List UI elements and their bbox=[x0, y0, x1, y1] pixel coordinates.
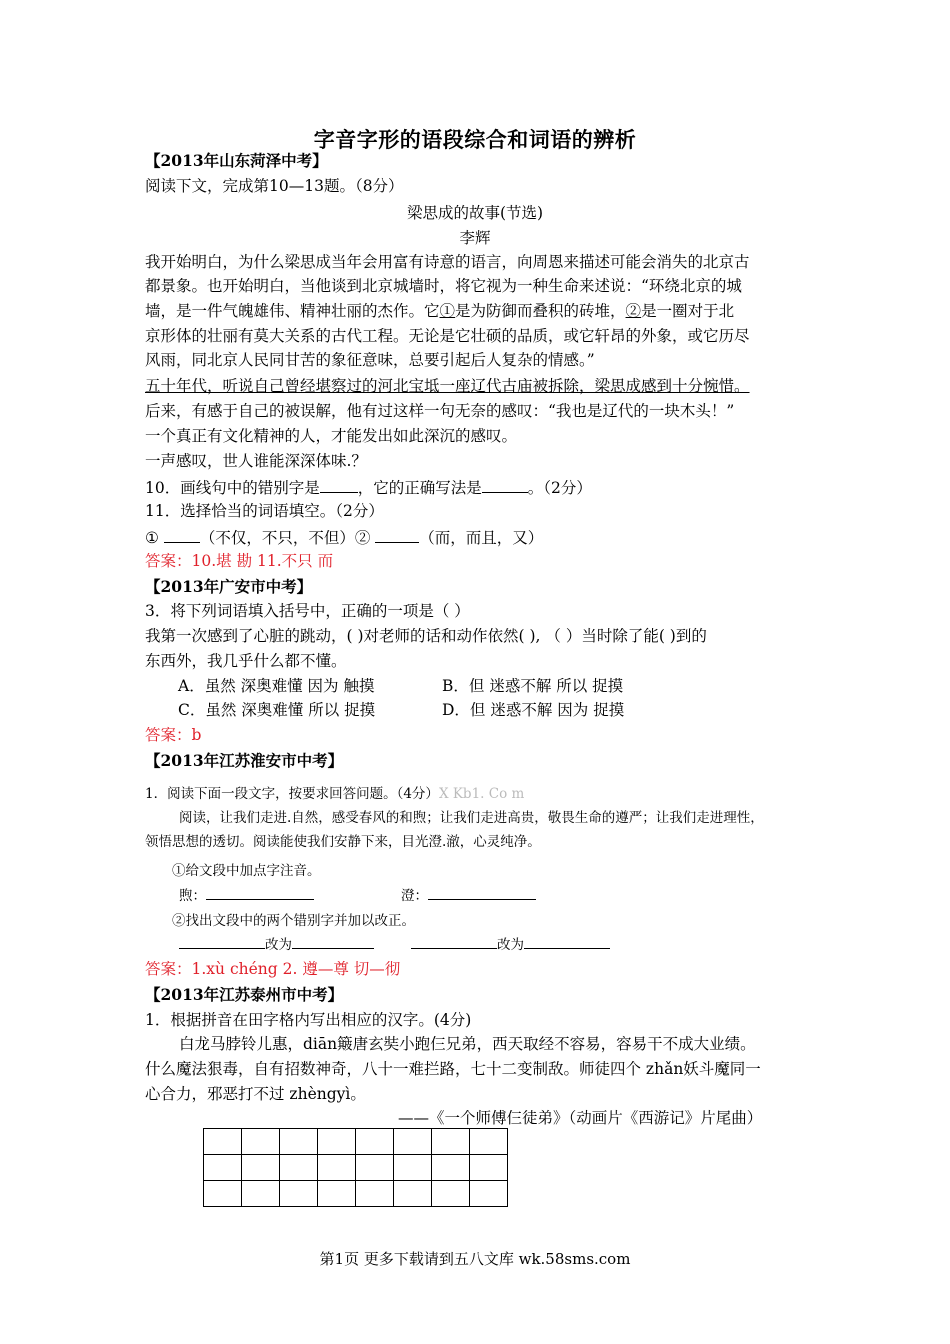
answer-blank[interactable] bbox=[482, 476, 528, 493]
question-text: ，它的正确写法是 bbox=[357, 479, 482, 497]
section-header-huaian: 【2013年江苏淮安市中考】 bbox=[145, 751, 344, 770]
grid-cell[interactable] bbox=[204, 1129, 242, 1155]
text-segment: 墙，是一件气魄雄伟、精神壮丽的杰作。它 bbox=[145, 302, 440, 320]
passage-line: 阅读，让我们走进.自然，感受春风的和煦；让我们走进高贵，敬畏生命的遵严；让我们走进理性， bbox=[179, 810, 764, 826]
grid-cell[interactable] bbox=[356, 1155, 394, 1181]
grid-cell[interactable] bbox=[318, 1181, 356, 1207]
answer-blank[interactable] bbox=[164, 526, 200, 543]
question-sentence: 我第一次感到了心脏的跳动，( )对老师的话和动作依然( ), （ ）当时除了能( )到的 bbox=[145, 627, 707, 645]
paragraph-line: 一声感叹，世人谁能深深体味.？ bbox=[145, 452, 367, 470]
grid-cell[interactable] bbox=[356, 1129, 394, 1155]
instruction: 阅读下文，完成第10—13题。（8分） bbox=[145, 177, 404, 195]
grid-cell[interactable] bbox=[280, 1181, 318, 1207]
field-label: 改为 bbox=[265, 937, 292, 953]
grid-cell[interactable] bbox=[280, 1155, 318, 1181]
answer-blank[interactable] bbox=[524, 935, 610, 949]
option-d: D．但 迷惑不解 因为 捉摸 bbox=[442, 701, 625, 719]
grid-cell[interactable] bbox=[432, 1155, 470, 1181]
watermark: X Kb1. Co m bbox=[438, 786, 525, 802]
section-header-taizhou: 【2013年江苏泰州市中考】 bbox=[145, 985, 344, 1004]
field-label: 澄： bbox=[401, 888, 428, 904]
question-text: 1．阅读下面一段文字，按要求回答问题。（4分） bbox=[145, 786, 439, 802]
question-11-options bbox=[145, 526, 543, 548]
option-marker: ① bbox=[145, 529, 159, 547]
answer-blank[interactable] bbox=[206, 886, 314, 900]
option-a: A．虽然 深奥难懂 因为 触摸 bbox=[178, 677, 375, 695]
question-1: 1．根据拼音在田字格内写出相应的汉字。(4分) bbox=[145, 1011, 472, 1029]
question-11: 11．选择恰当的词语填空。（2分） bbox=[145, 502, 384, 520]
sub-question-1: ①给文段中加点字注音。 bbox=[172, 863, 321, 879]
article-author: 李辉 bbox=[459, 229, 491, 247]
underlined-sentence: 五十年代，听说自己曾经堪察过的河北宝坻一座辽代古庙被拆除，梁思成感到十分惋惜。 bbox=[145, 377, 750, 395]
paragraph-line bbox=[145, 301, 734, 321]
correction-2 bbox=[411, 935, 610, 955]
answer-text: 答案：b bbox=[145, 726, 202, 744]
grid-cell[interactable] bbox=[242, 1129, 280, 1155]
grid-cell[interactable] bbox=[204, 1181, 242, 1207]
grid-cell[interactable] bbox=[432, 1129, 470, 1155]
answer-text: 答案：1.xù chéng 2. 遵—尊 切—彻 bbox=[145, 960, 401, 978]
grid-cell[interactable] bbox=[394, 1129, 432, 1155]
answer-blank[interactable] bbox=[179, 935, 265, 949]
grid-cell[interactable] bbox=[318, 1155, 356, 1181]
paragraph-line: 一个真正有文化精神的人，才能发出如此深沉的感叹。 bbox=[145, 427, 518, 445]
grid-cell[interactable] bbox=[242, 1181, 280, 1207]
grid-cell[interactable] bbox=[470, 1129, 508, 1155]
grid-cell[interactable] bbox=[432, 1181, 470, 1207]
grid-cell[interactable] bbox=[280, 1129, 318, 1155]
paragraph-line: 我开始明白，为什么梁思成当年会用富有诗意的语言，向周恩来描述可能会消失的北京古 bbox=[145, 253, 750, 271]
option-c: C．虽然 深奥难懂 所以 捉摸 bbox=[178, 701, 376, 719]
answer-text: 答案：10.堪 勘 11.不只 而 bbox=[145, 552, 334, 570]
paragraph-line: 都景象。也开始明白，当他谈到北京城墙时，将它视为一种生命来述说：“环绕北京的城 bbox=[145, 277, 742, 295]
paragraph-line: 京形体的壮丽有莫大关系的古代工程。无论是它壮硕的品质，或它轩昂的外象，或它历尽 bbox=[145, 327, 750, 345]
page-footer: 第1页 更多下载请到五八文库 wk.58sms.com bbox=[319, 1250, 631, 1268]
question-10 bbox=[145, 476, 592, 498]
lyrics-line: 心合力，邪恶打不过 zhèngyì。 bbox=[145, 1085, 366, 1103]
section-header-heze: 【2013年山东菏泽中考】 bbox=[145, 151, 328, 170]
question-text: 10．画线句中的错别字是 bbox=[145, 479, 320, 497]
sub-question-2: ②找出文段中的两个错别字并加以改正。 bbox=[172, 913, 415, 929]
tianzige-grid bbox=[203, 1128, 508, 1207]
grid-cell[interactable] bbox=[242, 1155, 280, 1181]
grid-cell[interactable] bbox=[470, 1181, 508, 1207]
passage-line: 领悟思想的透切。阅读能使我们安静下来，目光澄.澈，心灵纯净。 bbox=[145, 834, 541, 850]
question-text: 。（2分） bbox=[527, 479, 592, 497]
answer-blank[interactable] bbox=[411, 935, 497, 949]
document-title: 字音字形的语段综合和词语的辨析 bbox=[313, 127, 637, 152]
pinyin-cheng bbox=[401, 886, 536, 906]
grid-cell[interactable] bbox=[318, 1129, 356, 1155]
field-label: 煦： bbox=[179, 888, 206, 904]
question-3: 3．将下列词语填入括号中，正确的一项是（ ） bbox=[145, 602, 470, 620]
option-text: （而，而且，又） bbox=[419, 529, 544, 547]
pinyin-xu bbox=[179, 886, 314, 906]
question-1 bbox=[145, 784, 524, 804]
text-segment: 是为防御而叠积的砖堆， bbox=[455, 302, 626, 320]
correction-1 bbox=[179, 935, 374, 955]
grid-cell[interactable] bbox=[204, 1155, 242, 1181]
grid-cell[interactable] bbox=[356, 1181, 394, 1207]
blank-marker-2: ② bbox=[625, 302, 642, 320]
grid-cell[interactable] bbox=[394, 1155, 432, 1181]
answer-blank[interactable] bbox=[375, 526, 419, 543]
text-segment: 是一圈对于北 bbox=[641, 302, 735, 320]
grid-cell[interactable] bbox=[470, 1155, 508, 1181]
section-header-guangan: 【2013年广安市中考】 bbox=[145, 577, 313, 596]
question-sentence: 东西外，我几乎什么都不懂。 bbox=[145, 652, 347, 670]
source-citation: ——《一个师傅仨徒弟》（动画片《西游记》片尾曲） bbox=[398, 1109, 763, 1127]
blank-marker-1: ① bbox=[439, 302, 456, 320]
paragraph-line: 后来，有感于自己的被误解，他有过这样一句无奈的感叹：“我也是辽代的一块木头！” bbox=[145, 402, 735, 420]
grid-cell[interactable] bbox=[394, 1181, 432, 1207]
lyrics-line: 什么魔法狠毒，自有招数神奇，八十一难拦路，七十二变制敌。师徒四个 zhǎn妖斗魔同一 bbox=[145, 1060, 761, 1078]
article-title: 梁思成的故事(节选) bbox=[406, 204, 544, 222]
option-text: （不仅，不只，不但）② bbox=[199, 529, 371, 547]
option-b: B．但 迷惑不解 所以 捉摸 bbox=[442, 677, 624, 695]
lyrics-line: 白龙马脖铃儿惠，diān簸唐玄奘小跑仨兄弟，西天取经不容易，容易干不成大业绩。 bbox=[179, 1035, 756, 1053]
field-label: 改为 bbox=[497, 937, 524, 953]
answer-blank[interactable] bbox=[320, 476, 358, 493]
paragraph-line: 风雨，同北京人民同甘苦的象征意味，总要引起后人复杂的情感。” bbox=[145, 351, 595, 369]
answer-blank[interactable] bbox=[292, 935, 374, 949]
answer-blank[interactable] bbox=[428, 886, 536, 900]
